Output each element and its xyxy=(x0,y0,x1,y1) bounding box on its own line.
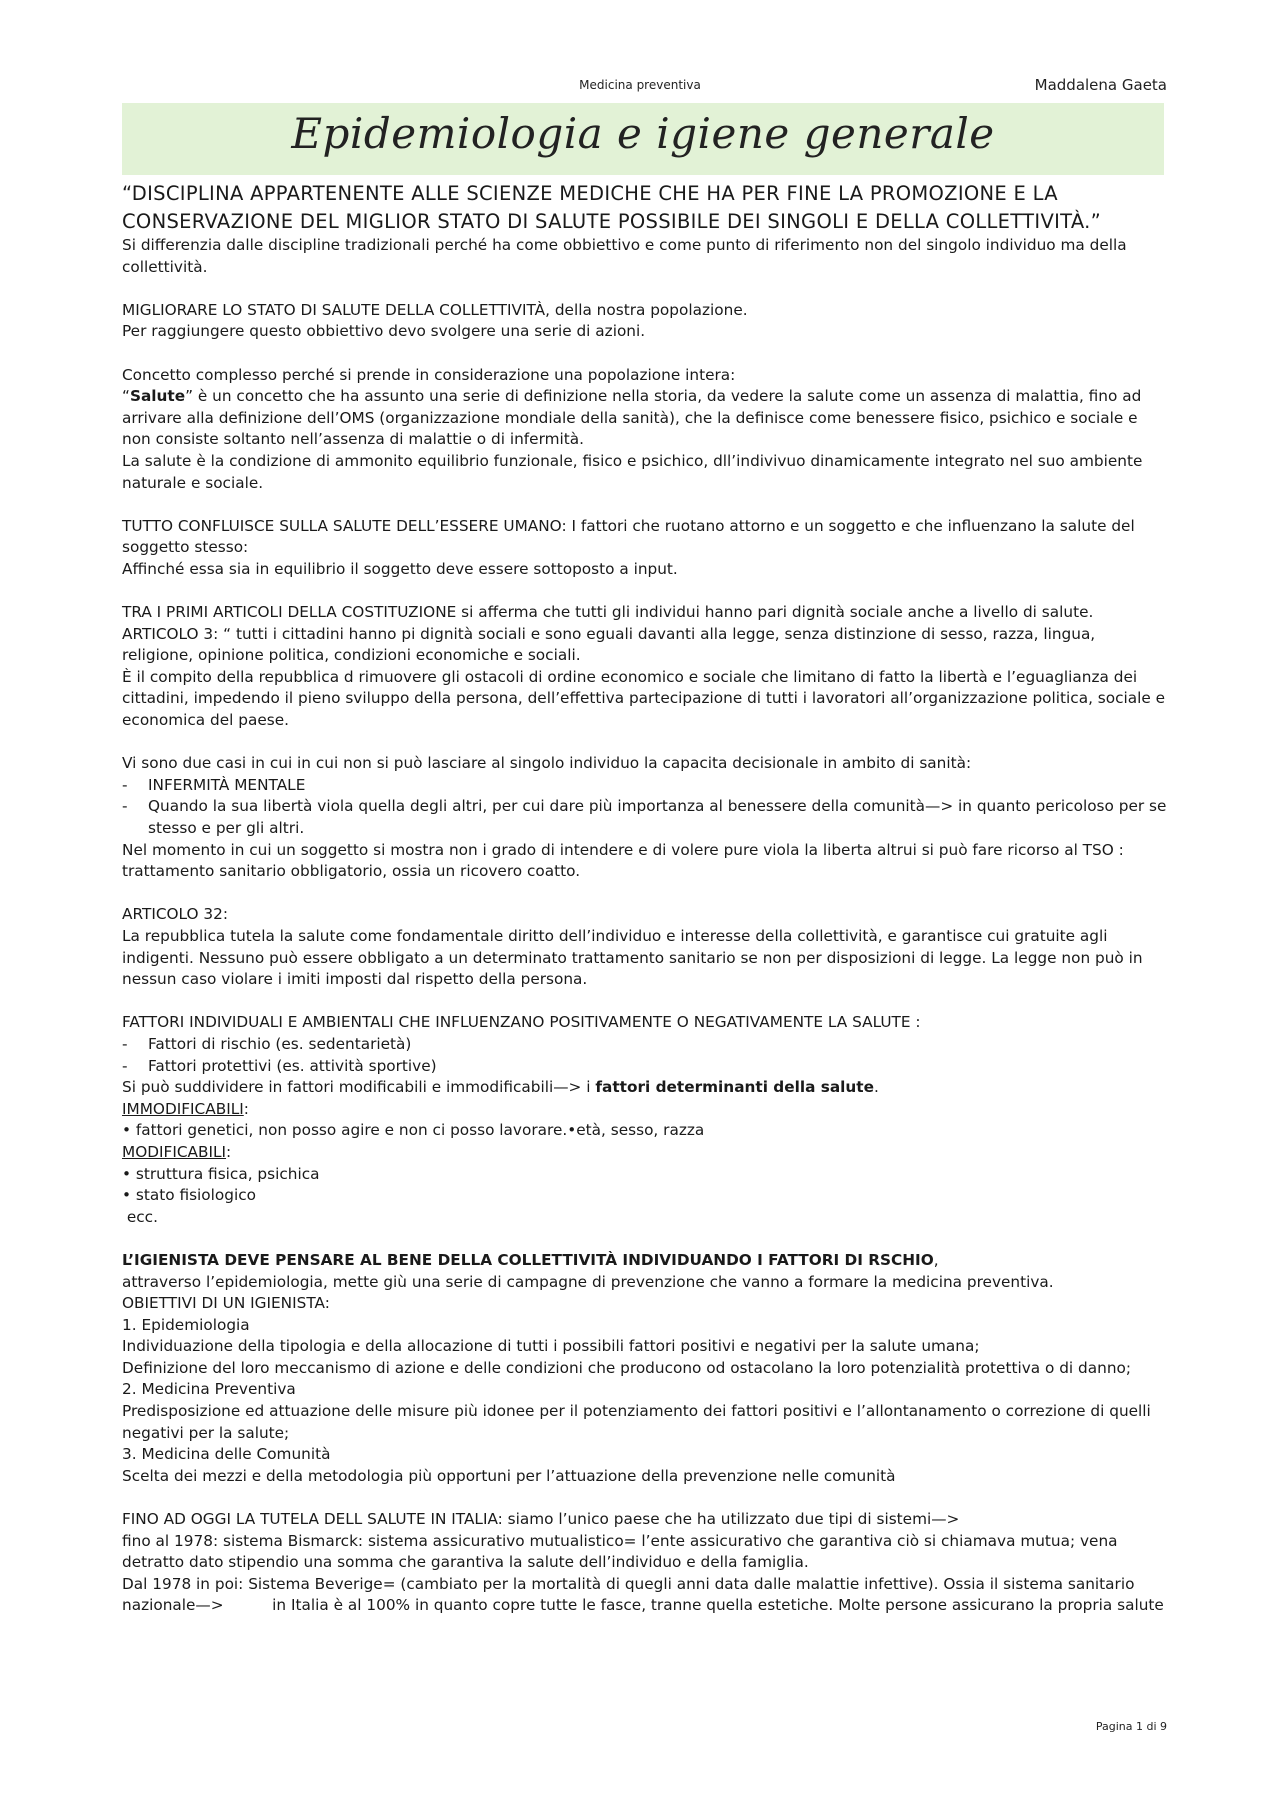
paragraph: Affinché essa sia in equilibrio il soggetto deve essere sottoposto a input. xyxy=(122,559,678,578)
paragraph: Vi sono due casi in cui in cui non si può lasciare al singolo individuo la capacita decisionale in ambito di sanità: xyxy=(122,754,972,773)
paragraph: Definizione del loro meccanismo di azione e delle condizioni che producono od ostacolano la loro potenzialità protettiva o di danno; xyxy=(122,1358,1132,1377)
paragraph: Predisposizione ed attuazione delle misure più idonee per il potenziamento dei fattori positivi e l’allontanamento o correzione di quelli negativi per la salute; xyxy=(122,1402,1151,1442)
paragraph: “Salute” è un concetto che ha assunto una serie di definizione nella storia, da vedere la salute come un assenza di malattia, fino ad arrivare alla definizione dell’OMS (organizzazione mondiale della sanità), che la definisce come benessere fisico, psichico e sociale e non consiste soltanto nell’assenza di malattie o di infermità. xyxy=(122,387,1142,449)
list-item: • fattori genetici, non posso agire e non ci posso lavorare.•età, sesso, razza xyxy=(122,1121,705,1140)
paragraph: FATTORI INDIVIDUALI E AMBIENTALI CHE INFLUENZANO POSITIVAMENTE O NEGATIVAMENTE LA SALUTE : xyxy=(122,1013,921,1032)
paragraph: Si può suddividere in fattori modificabili e immodificabili—> i fattori determinanti della salute. xyxy=(122,1078,879,1097)
paragraph: Individuazione della tipologia e della allocazione di tutti i possibili fattori positivi e negativi per la salute umana; xyxy=(122,1337,980,1356)
paragraph: MIGLIORARE LO STATO DI SALUTE DELLA COLLETTIVITÀ, della nostra popolazione. xyxy=(122,300,748,319)
heading-modificabili: MODIFICABILI: xyxy=(122,1142,232,1161)
list-item: • stato fisiologico xyxy=(122,1186,256,1205)
bold-term: fattori determinanti della salute xyxy=(595,1078,874,1097)
list-item: - INFERMITÀ MENTALE xyxy=(122,775,306,794)
header-subject: Medicina preventiva xyxy=(579,78,701,92)
paragraph: TRA I PRIMI ARTICOLI DELLA COSTITUZIONE si afferma che tutti gli individui hanno pari dignità sociale anche a livello di salute. xyxy=(122,603,1094,622)
heading-immodificabili: IMMODIFICABILI: xyxy=(122,1099,249,1118)
list-item: - Fattori di rischio (es. sedentarietà) xyxy=(122,1034,412,1053)
header-author: Maddalena Gaeta xyxy=(1034,76,1167,94)
paragraph: 2. Medicina Preventiva xyxy=(122,1380,296,1399)
paragraph: ecc. xyxy=(122,1207,158,1226)
paragraph: attraverso l’epidemiologia, mette giù una serie di campagne di prevenzione che vanno a formare la medicina preventiva. xyxy=(122,1272,1054,1291)
paragraph: 1. Epidemiologia xyxy=(122,1315,250,1334)
paragraph: ARTICOLO 32: xyxy=(122,905,229,924)
bold-term: Salute xyxy=(129,387,186,406)
title-band xyxy=(122,103,1164,175)
definition-quote: “DISCIPLINA APPARTENENTE ALLE SCIENZE MEDICHE CHE HA PER FINE LA PROMOZIONE E LA CONSERVAZIONE DEL MIGLIOR STATO DI SALUTE POSSIBILE DEI SINGOLI E DELLA COLLETTIVITÀ.” xyxy=(122,182,1102,233)
paragraph: FINO AD OGGI LA TUTELA DELL SALUTE IN ITALIA: siamo l’unico paese che ha utilizzato due tipi di sistemi—> xyxy=(122,1510,960,1529)
paragraph: La salute è la condizione di ammonito equilibrio funzionale, fisico e psichico, dll’indivivuo dinamicamente integrato nel suo ambiente naturale e sociale. xyxy=(122,451,1143,492)
paragraph: ARTICOLO 3: “ tutti i cittadini hanno pi dignità sociali e sono eguali davanti alla legge, senza distinzione di sesso, razza, lingua, religione, opinione politica, condizioni economiche e sociali. xyxy=(122,624,1096,665)
paragraph: È il compito della repubblica d rimuovere gli ostacoli di ordine economico e sociale che limitano di fatto la libertà e l’eguaglianza dei cittadini, impedendo il pieno sviluppo della persona, dell’effettiva partecipazione di tutti i lavoratori all’organizzazione politica, sociale e economica del paese. xyxy=(122,667,1166,730)
paragraph: fino al 1978: sistema Bismarck: sistema assicurativo mutualistico= l’ente assicurativo che garantiva ciò si chiamava mutua; vena detratto dato stipendio una somma che garantiva la salute dell’individuo e della famiglia. xyxy=(122,1531,1118,1572)
paragraph: Nel momento in cui un soggetto si mostra non i grado di intendere e di volere pure viola la liberta altrui si può fare ricorso al TSO : trattamento sanitario obbligatorio, ossia un ricovero coatto. xyxy=(122,840,1124,881)
list-item: • struttura fisica, psichica xyxy=(122,1164,320,1183)
page-number: Pagina 1 di 9 xyxy=(1095,1720,1167,1733)
paragraph: Per raggiungere questo obbiettivo devo svolgere una serie di azioni. xyxy=(122,322,646,341)
list-item: - Quando la sua libertà viola quella degli altri, per cui dare più importanza al benessere della comunità—> in quanto pericoloso per se stesso e per gli altri. xyxy=(122,797,1167,838)
paragraph: 3. Medicina delle Comunità xyxy=(122,1445,331,1464)
page-title: Epidemiologia e igiene generale xyxy=(291,109,995,158)
paragraph: La repubblica tutela la salute come fondamentale diritto dell’individuo e interesse della collettività, e garantisce cui gratuite agli indigenti. Nessuno può essere obbligato a un determinato trattamento sanitario se non per disposizioni di legge. La legge non può in nessun caso violare i imiti imposti dal rispetto della persona. xyxy=(122,927,1143,989)
list-item: - Fattori protettivi (es. attività sportive) xyxy=(122,1056,437,1075)
paragraph: Si differenzia dalle discipline tradizionali perché ha come obbiettivo e come punto di riferimento non del singolo individuo ma della collettività. xyxy=(122,236,1127,276)
paragraph: Dal 1978 in poi: Sistema Beverige= (cambiato per la mortalità di quegli anni data dalle malattie infettive). Ossia il sistema sanitario nazionale—> in Italia è al 100% in quanto copre tutte le fasce, tranne quella estetiche. Molte persone assicurano la propria salute xyxy=(122,1574,1164,1615)
paragraph: L’IGIENISTA DEVE PENSARE AL BENE DELLA COLLETTIVITÀ INDIVIDUANDO I FATTORI DI RSCHIO, xyxy=(122,1250,939,1269)
bold-heading: L’IGIENISTA DEVE PENSARE AL BENE DELLA COLLETTIVITÀ INDIVIDUANDO I FATTORI DI RSCHIO xyxy=(122,1250,934,1269)
paragraph: TUTTO CONFLUISCE SULLA SALUTE DELL’ESSERE UMANO: I fattori che ruotano attorno e un soggetto e che influenzano la salute del soggetto stesso: xyxy=(122,516,1135,557)
paragraph: Concetto complesso perché si prende in considerazione una popolazione intera: xyxy=(122,365,736,384)
paragraph: Scelta dei mezzi e della metodologia più opportuni per l’attuazione della prevenzione nelle comunità xyxy=(122,1466,896,1485)
paragraph: OBIETTIVI DI UN IGIENISTA: xyxy=(122,1294,330,1313)
document-body xyxy=(122,180,1167,1617)
